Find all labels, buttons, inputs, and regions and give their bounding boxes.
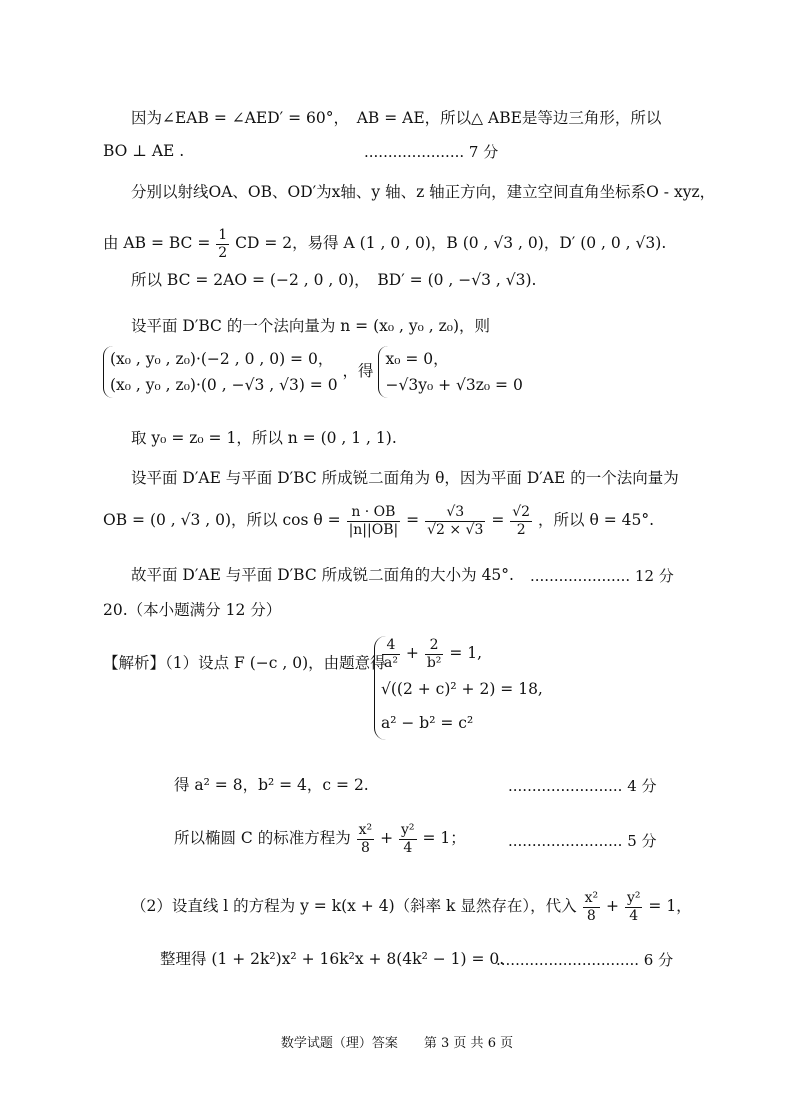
ellipse-system (374, 636, 543, 740)
line-coordinates (103, 222, 666, 264)
line-conclusion: 故平面 D′AE 与平面 D′BC 所成锐二面角的大小为 45°. (131, 566, 514, 584)
line-normal-vector: 设平面 D′BC 的一个法向量为 n = (x₀ , y₀ , z₀)，则 (131, 317, 491, 335)
ellipse-eq-1: $\frac{4}{\text{a²}}$ + $\frac{2}{\text{b²}}$ = 1, (384, 636, 483, 671)
fraction-half: $\frac{1}{2}$ (218, 226, 228, 261)
line-vectors: 所以 BC = 2AO = (−2 , 0 , 0)， BD′ = (0 , −√3 , √3). (131, 271, 537, 289)
ellipse-eq-2: √((2 + c)² + 2) = 18, (381, 679, 543, 698)
text-points: CD = 2，易得 A (1 , 0 , 0)，B (0 , √3 , 0)，D′ (0 , 0 , √3). (235, 234, 667, 252)
page-footer: 数学试题（理）答案 第 3 页 共 6 页 (280, 1036, 514, 1051)
line-standard-equation: 所以椭圆 C 的标准方程为 $\frac{\text{x²}}{8}$ + $\frac{\text{y²}}{4}$ = 1； (174, 821, 466, 856)
text-theta-45: ，所以 θ = 45°. (538, 511, 655, 529)
text-ab-bc: 由 AB = BC = (103, 234, 211, 252)
line-solution-intro: 【解析】（1）设点 F (−c , 0)，由题意得 (103, 654, 386, 672)
sys-eq-4: −√3y₀ + √3z₀ = 0 (385, 376, 523, 394)
line-dihedral-angle: 设平面 D′AE 与平面 D′BC 所成锐二面角为 θ，因为平面 D′AE 的一个法向量为 (131, 469, 679, 487)
equation-system (103, 346, 523, 398)
text-eq-2: = (491, 511, 505, 529)
text-line-l: （2）设直线 l 的方程为 y = k(x + 4)（斜率 k 显然存在），代入 (131, 897, 577, 915)
text-eq: = (406, 511, 420, 529)
sys-eq-3: x₀ = 0， (385, 350, 449, 368)
line-a2-b2-c: 得 a² = 8，b² = 4，c = 2. (174, 776, 369, 794)
text-ob-vector: OB = (0 , √3 , 0)，所以 cos θ = (103, 511, 341, 529)
line-take-y0: 取 y₀ = z₀ = 1，所以 n = (0 , 1 , 1). (131, 429, 397, 447)
text-standard: 所以椭圆 C 的标准方程为 (174, 829, 351, 847)
ellipse-eq-3: a² − b² = c² (381, 713, 474, 732)
fraction-cos: $\frac{n \cdot OB}{|n||OB|}$ (348, 503, 399, 538)
line-coordinate-system: 分别以射线OA、OB、OD′为x轴、y 轴、z 轴正方向，建立空间直角坐标系O - xyz， (131, 183, 716, 201)
problem-20-heading: 20.（本小题满分 12 分） (103, 601, 282, 619)
fraction-sqrt3: $\frac{√3}{√2 \times √3}$ (427, 503, 484, 538)
score-5: ........................ 5 分 (508, 832, 657, 850)
fraction-sqrt2: $\frac{√2}{2}$ (512, 503, 531, 538)
line-simplify: 整理得 (1 + 2k²)x² + 16k²x + 8(4k² − 1) = 0. (160, 950, 505, 968)
system-right (378, 346, 522, 398)
line-part-2: （2）设直线 l 的方程为 y = k(x + 4)（斜率 k 显然存在），代入 $\frac{\text{x²}}{8}$ + $\frac{\text{y²}}{4}$ = 1， (131, 889, 692, 924)
system-left (103, 346, 338, 398)
sys-eq-2: (x₀ , y₀ , z₀)·(0 , −√3 , √3) = 0 (110, 376, 338, 394)
text-de: ，得 (342, 362, 374, 380)
score-12: ..................... 12 分 (530, 567, 674, 585)
line-bo-perp-ae: BO ⊥ AE . (103, 142, 185, 160)
sys-eq-1: (x₀ , y₀ , z₀)·(−2 , 0 , 0) = 0， (110, 350, 334, 368)
score-4: ........................ 4 分 (508, 777, 657, 795)
score-7: ..................... 7 分 (364, 143, 499, 161)
line-cos-theta (103, 496, 654, 544)
score-6: .............................. 6 分 (496, 951, 674, 969)
line-equal-angles: 因为∠EAB = ∠AED′ = 60°， AB = AE，所以△ ABE是等边三角形，所以 (131, 109, 662, 127)
